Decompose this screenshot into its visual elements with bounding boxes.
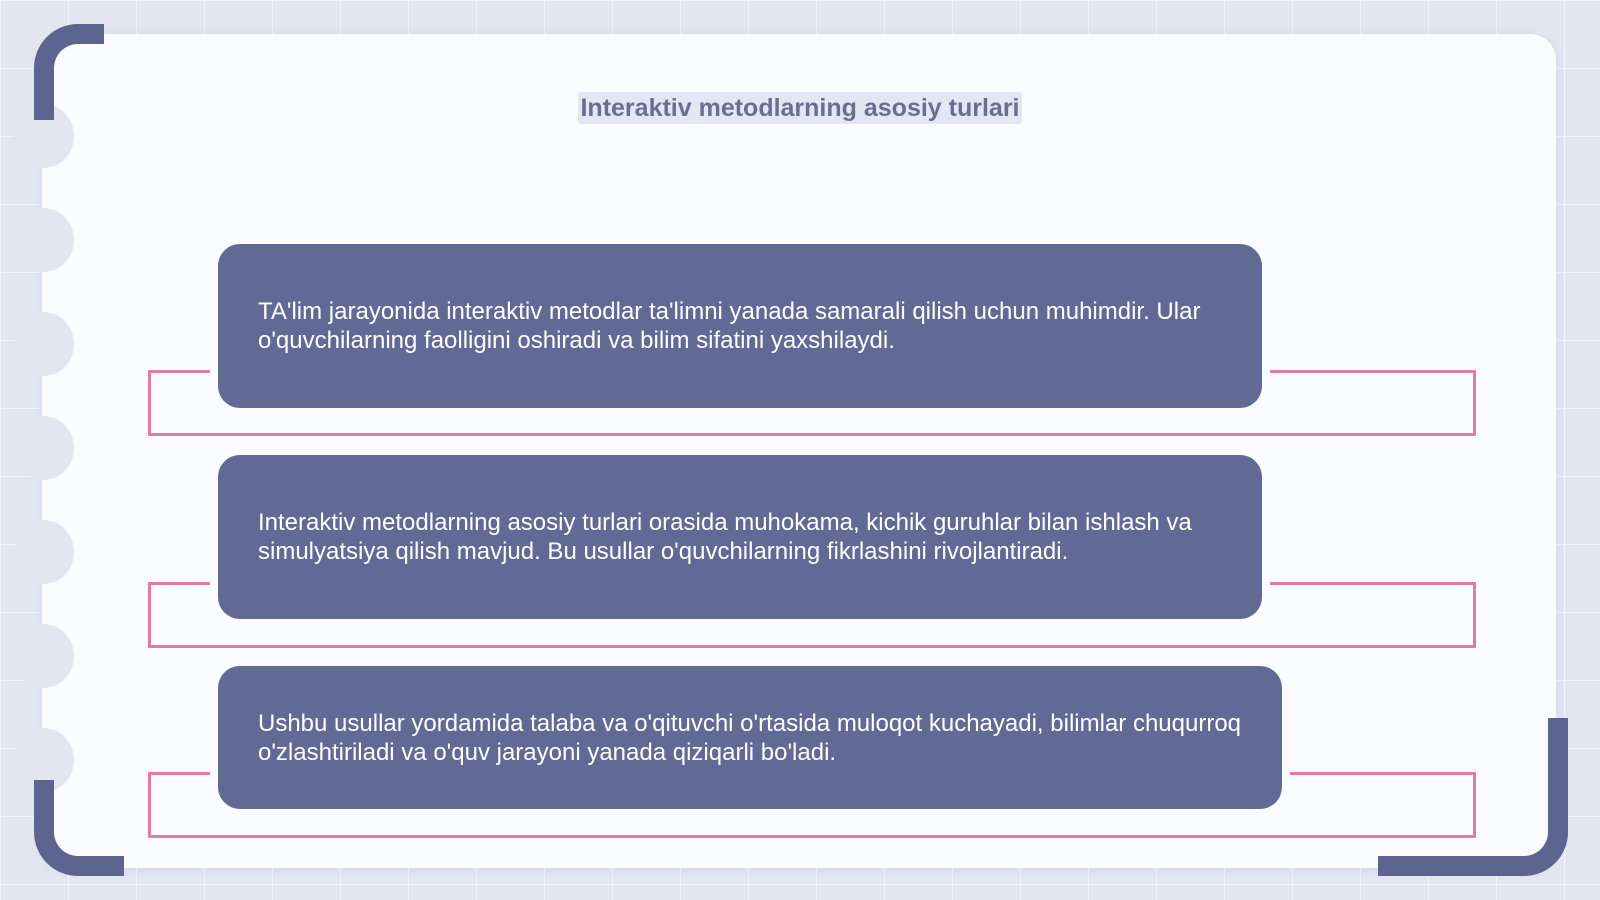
paper-edge-scallop	[14, 208, 74, 272]
content-card-1	[218, 244, 1262, 408]
slide-title-text: Interaktiv metodlarning asosiy turlari	[580, 94, 1020, 122]
content-card-text: Interaktiv metodlarning asosiy turlari orasida muhokama, kichik guruhlar bilan ishlash va simulyatsiya qilish mavjud. Bu usullar o'quvchilarning fikrlashini rivojlantiradi.	[258, 509, 1192, 565]
content-card-3	[218, 666, 1282, 809]
content-card-text: Ushbu usullar yordamida talaba va o'qituvchi o'rtasida muloqot kuchayadi, bilimlar chuqurroq o'zlashtiriladi va o'quv jarayoni yanada qiziqarli bo'ladi.	[258, 709, 1242, 766]
paper-edge-scallop	[14, 520, 74, 584]
paper-edge-scallop	[14, 312, 74, 376]
paper-edge-scallop	[14, 416, 74, 480]
corner-bracket-bottom-left	[34, 780, 124, 876]
slide-title	[0, 94, 1600, 123]
content-card-text: TA'lim jarayonida interaktiv metodlar ta'limni yanada samarali qilish uchun muhimdir. Ular o'quvchilarning faolligini oshiradi va bilim sifatini yaxshilaydi.	[258, 298, 1201, 354]
content-card-2	[218, 455, 1262, 619]
paper-edge-scallop	[14, 624, 74, 688]
